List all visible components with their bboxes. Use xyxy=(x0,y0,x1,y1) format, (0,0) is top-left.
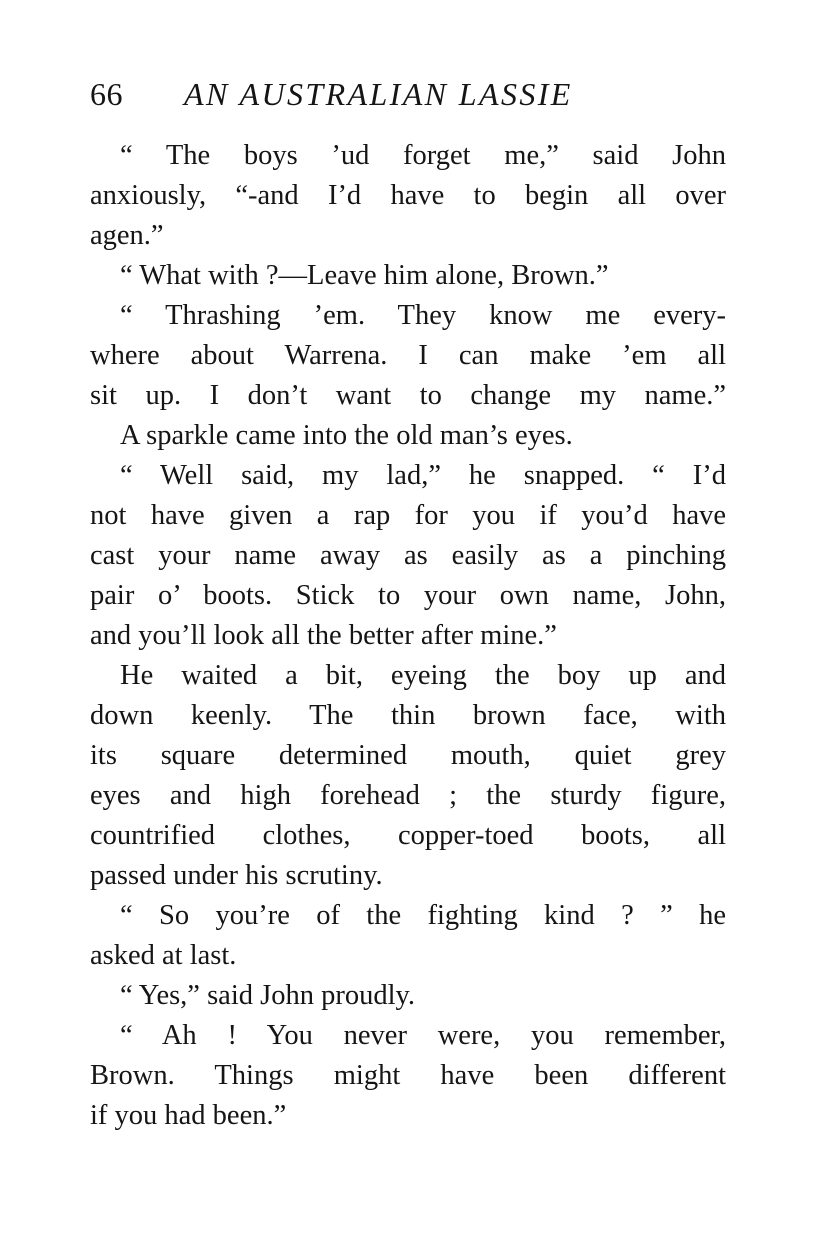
running-title: AN AUSTRALIAN LASSIE xyxy=(184,76,573,112)
text-line: pair o’ boots. Stick to your own name, John, xyxy=(90,580,726,611)
body-text xyxy=(90,136,726,1136)
text-line: sit up. I don’t want to change my name.” xyxy=(90,380,726,411)
text-line: “ So you’re of the fighting kind ? ” he xyxy=(120,900,726,931)
text-line: A sparkle came into the old man’s eyes. xyxy=(120,420,573,451)
text-line: agen.” xyxy=(90,220,164,251)
text-line: “ What with ?—Leave him alone, Brown.” xyxy=(120,260,609,291)
text-line: not have given a rap for you if you’d have xyxy=(90,500,726,531)
text-line: and you’ll look all the better after mine.” xyxy=(90,620,557,651)
text-line: He waited a bit, eyeing the boy up and xyxy=(120,660,726,691)
text-line: countrified clothes, copper-toed boots, all xyxy=(90,820,726,851)
text-line: asked at last. xyxy=(90,940,237,971)
text-line: down keenly. The thin brown face, with xyxy=(90,700,726,731)
page-number: 66 xyxy=(90,76,123,112)
text-line: “ Ah ! You never were, you remember, xyxy=(120,1020,726,1051)
text-line: “ Well said, my lad,” he snapped. “ I’d xyxy=(120,460,726,491)
text-line: passed under his scrutiny. xyxy=(90,860,383,891)
text-line: anxiously, “-and I’d have to begin all over xyxy=(90,180,726,211)
text-line: if you had been.” xyxy=(90,1100,287,1131)
text-line: “ The boys ’ud forget me,” said John xyxy=(120,140,726,171)
page-header xyxy=(90,74,750,114)
text-line: Brown. Things might have been different xyxy=(90,1060,726,1091)
text-line: its square determined mouth, quiet grey xyxy=(90,740,726,771)
text-line: “ Thrashing ’em. They know me every- xyxy=(120,300,726,331)
text-line: where about Warrena. I can make ’em all xyxy=(90,340,726,371)
text-line: “ Yes,” said John proudly. xyxy=(120,980,416,1011)
text-line: cast your name away as easily as a pinching xyxy=(90,540,726,571)
text-line: eyes and high forehead ; the sturdy figure, xyxy=(90,780,726,811)
